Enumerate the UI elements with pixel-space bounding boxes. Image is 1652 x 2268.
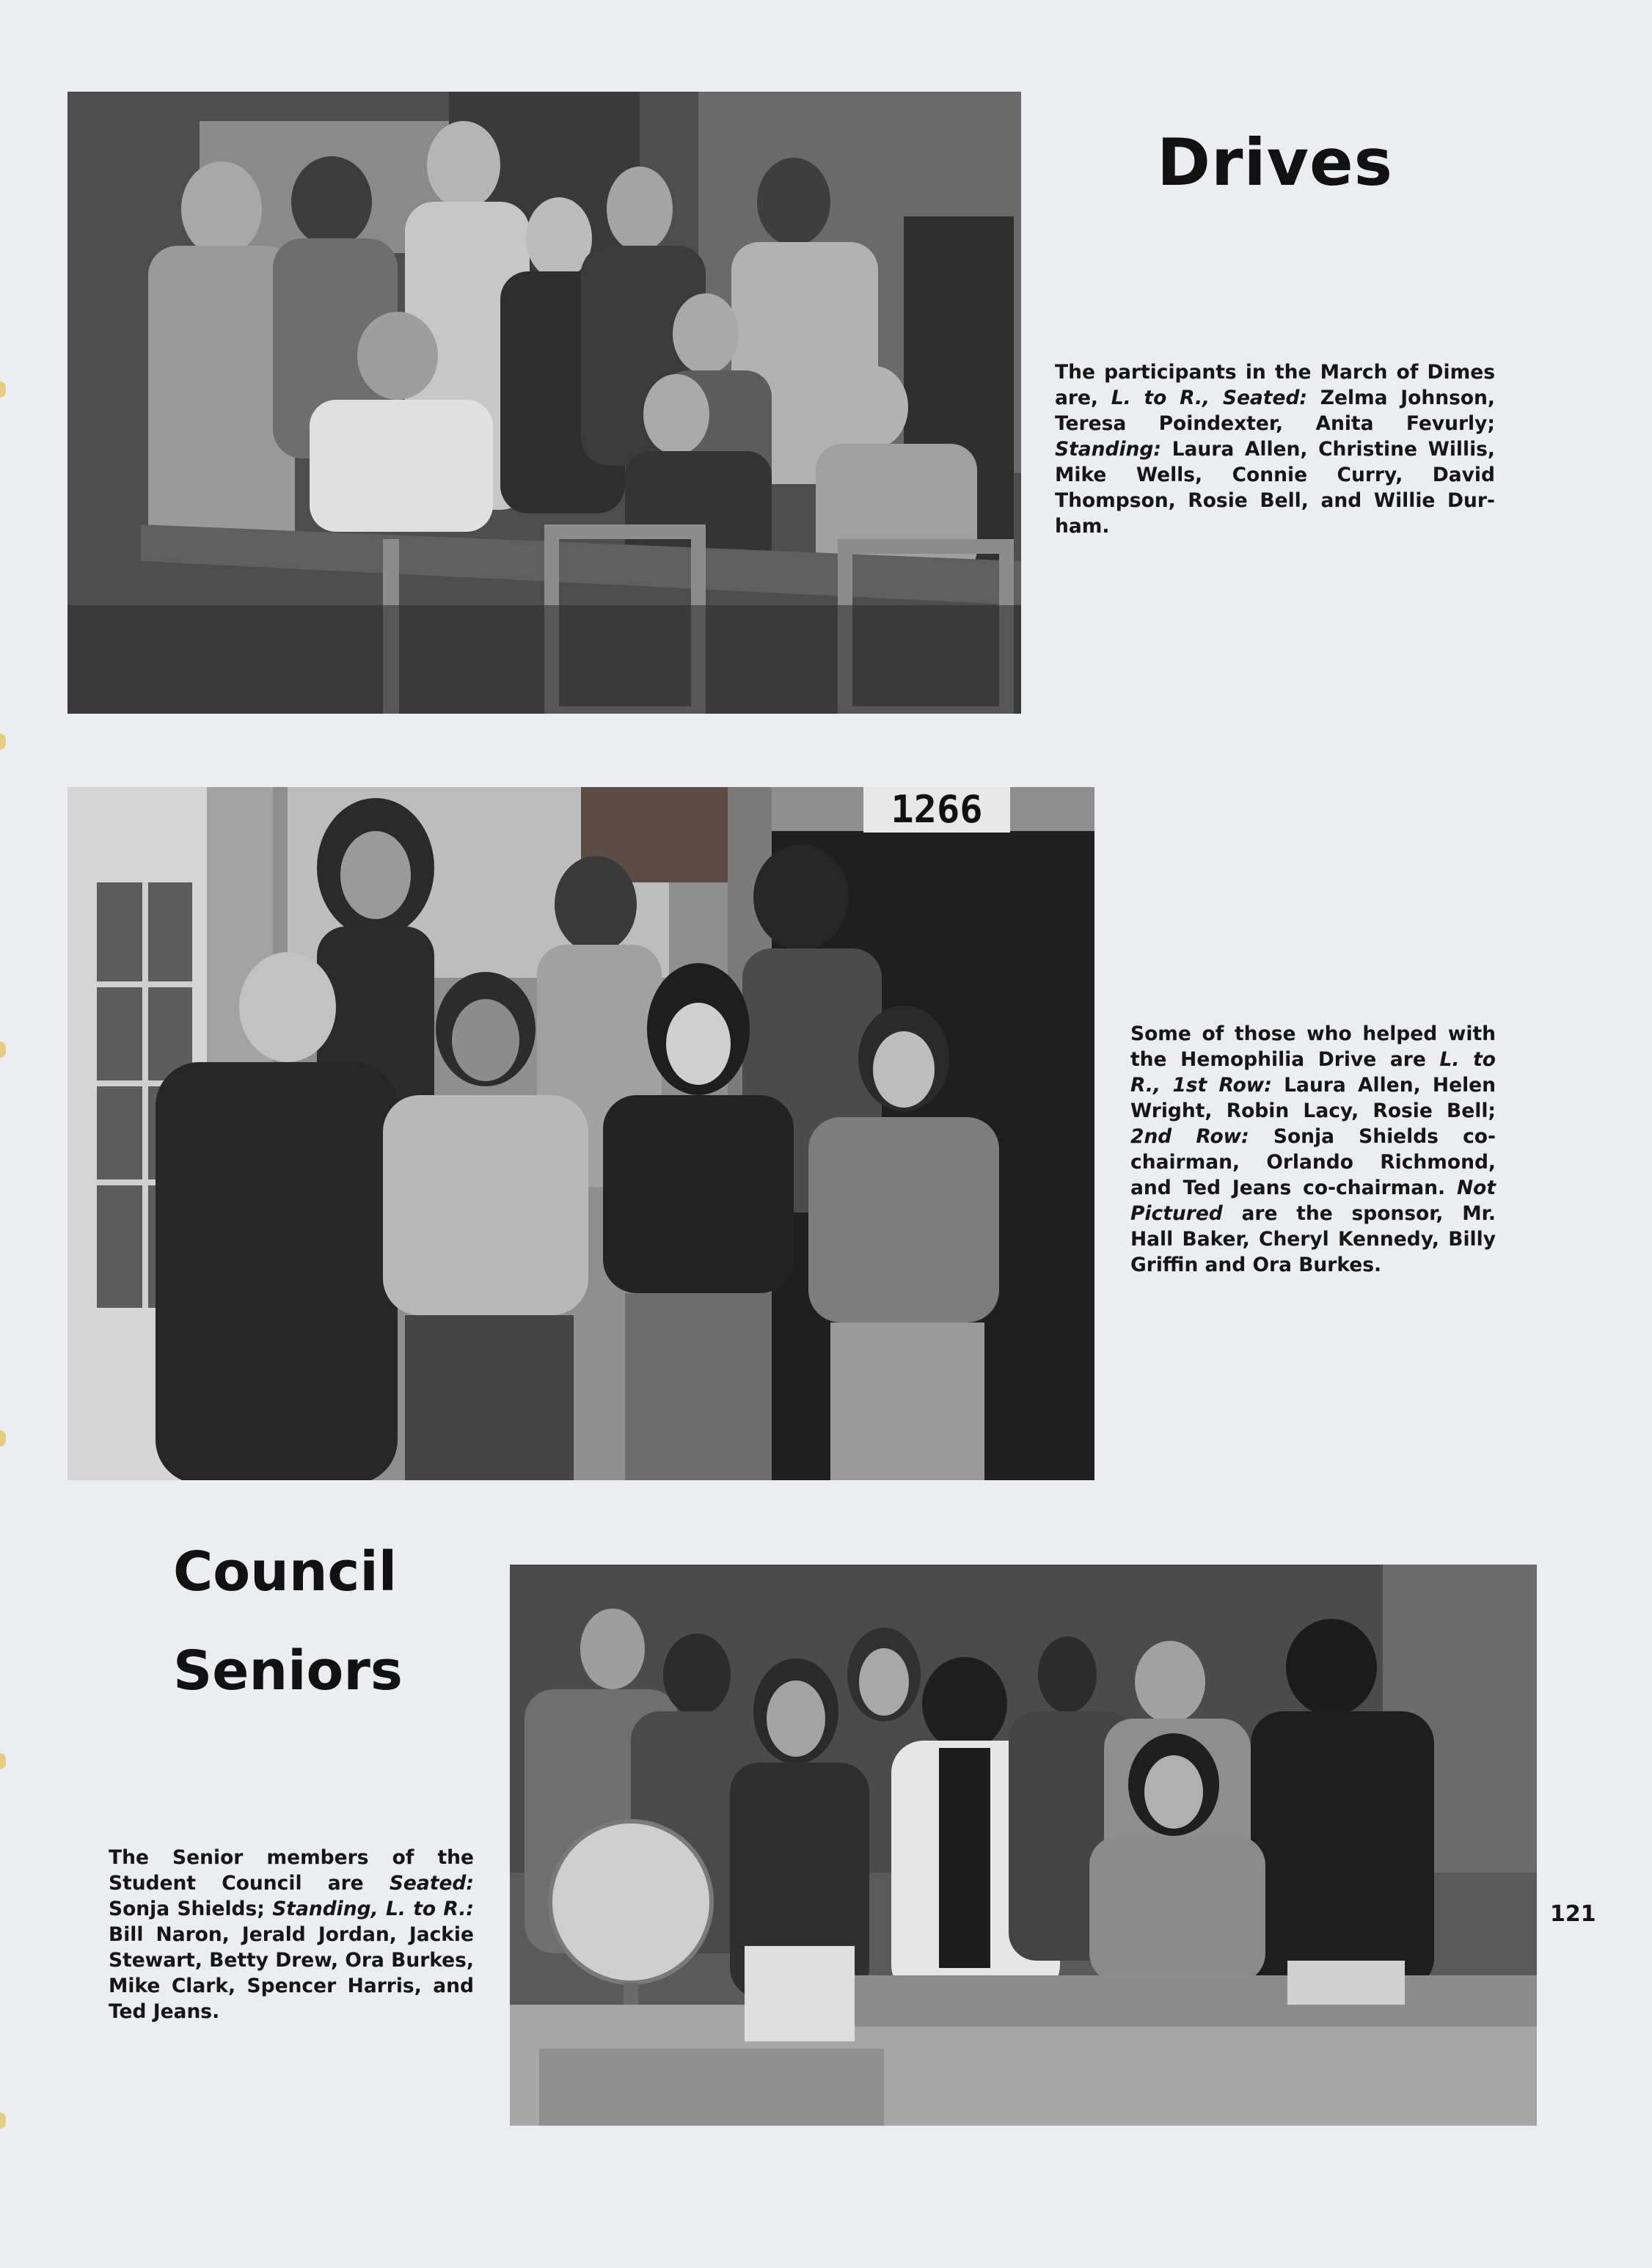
binding-mark bbox=[0, 381, 6, 398]
council-heading-line2: Seniors bbox=[173, 1639, 403, 1702]
caption-direction: Standing, L. to R.: bbox=[272, 1898, 474, 1920]
council-heading-line1: Council bbox=[173, 1540, 398, 1603]
caption-text: Bill Naron, Jerald Jordan, Jackie Stewart, Betty Drew, Ora Burkes, Mike Clark, Spencer Harris, and Ted Jeans. bbox=[109, 1923, 474, 2023]
caption-label: Standing: bbox=[1055, 438, 1161, 461]
march-of-dimes-photo bbox=[67, 92, 1021, 714]
binding-mark bbox=[0, 734, 6, 750]
binding-mark bbox=[0, 2112, 6, 2129]
caption-text: Zelma Johnson, Teresa Poindexter, Anita Fevurly; bbox=[1055, 387, 1495, 435]
caption-text: Laura Allen, Christine Willis, Mike Wells, Connie Curry, David Thompson, Rosie Bell, and Willie Durham. bbox=[1055, 438, 1495, 538]
caption-direction: L. to R., 1st Row: bbox=[1130, 1048, 1496, 1097]
caption-text: Sonja Shields; bbox=[109, 1898, 273, 1920]
binding-mark bbox=[0, 1430, 6, 1446]
drives-heading: Drives bbox=[1157, 125, 1394, 200]
caption-text: Some of those who helped with the Hemophilia Drive are bbox=[1130, 1023, 1496, 1071]
binding-mark bbox=[0, 1042, 6, 1058]
door-number: 1266 bbox=[891, 788, 983, 832]
march-of-dimes-caption bbox=[1055, 359, 1495, 539]
caption-text: Sonja Shields co-chairman, Orlando Richmond, and Ted Jeans co-chairman. bbox=[1130, 1125, 1496, 1199]
page-number: 121 bbox=[1550, 1901, 1596, 1927]
hemophilia-drive-caption bbox=[1130, 1021, 1496, 1278]
caption-direction: 2nd Row: bbox=[1130, 1125, 1249, 1148]
caption-text: The participants in the March of Dimes are, bbox=[1055, 361, 1495, 409]
caption-label: Not Pictured bbox=[1130, 1177, 1496, 1225]
hemophilia-drive-photo bbox=[67, 787, 1094, 1480]
caption-text: The Senior members of the Student Council are bbox=[109, 1846, 474, 1895]
binding-mark bbox=[0, 1753, 6, 1769]
caption-direction: L. to R., Seated: bbox=[1111, 387, 1308, 409]
student-council-photo bbox=[510, 1565, 1537, 2126]
council-seniors-caption bbox=[109, 1845, 474, 2024]
caption-text: Laura Allen, Helen Wright, Robin Lacy, Rosie Bell; bbox=[1130, 1074, 1496, 1122]
caption-label: Seated: bbox=[389, 1872, 474, 1895]
caption-text: are the sponsor, Mr. Hall Baker, Cheryl Kennedy, Billy Griffin and Ora Burkes. bbox=[1130, 1202, 1496, 1276]
